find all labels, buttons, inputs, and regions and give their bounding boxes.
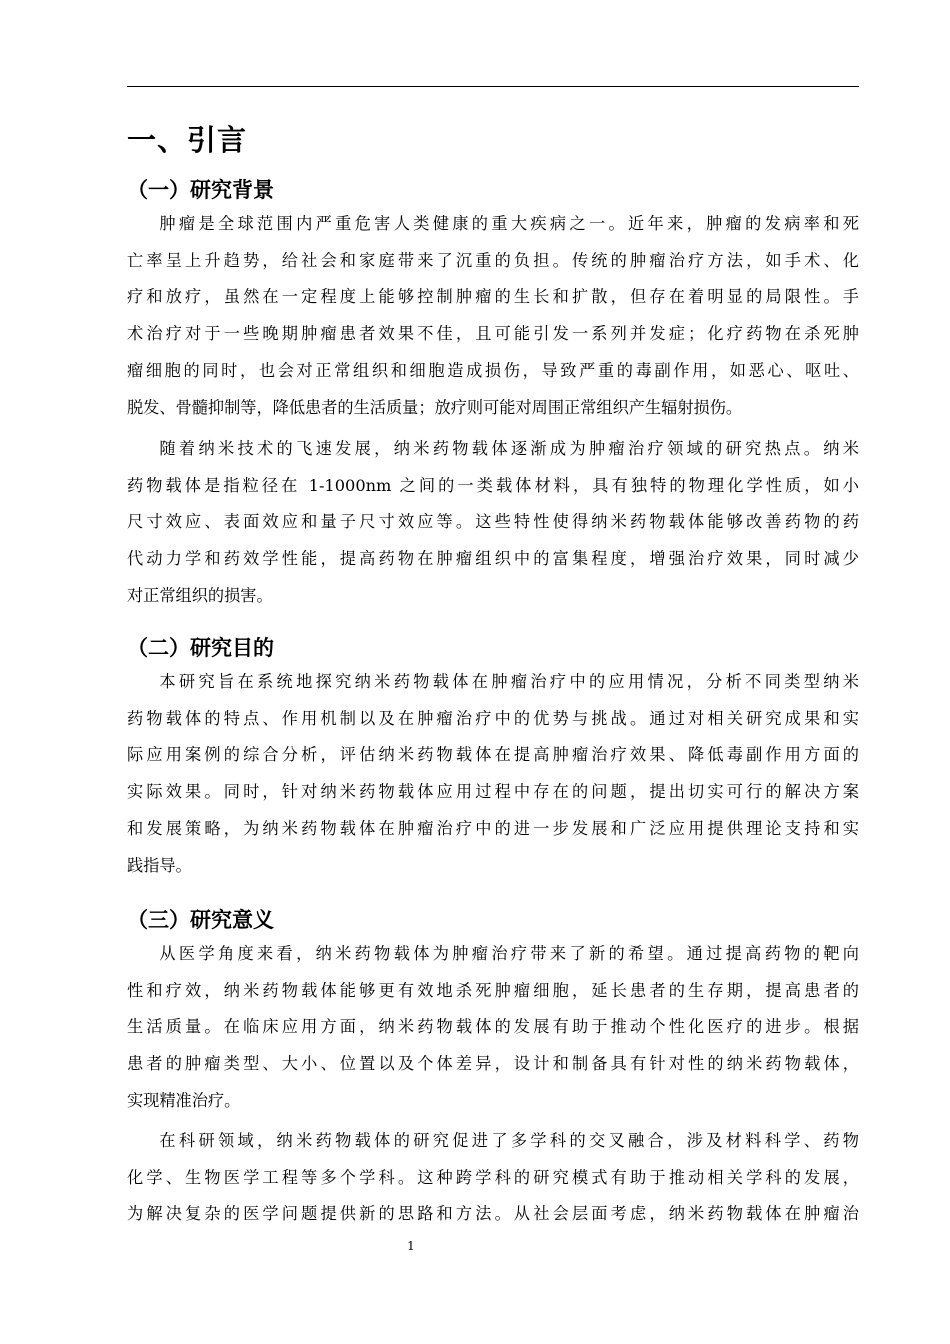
- text-line: 和发展策略，为纳米药物载体在肿瘤治疗中的进一步发展和广泛应用提供理论支持和实: [127, 818, 859, 838]
- text-line: 际应用案例的综合分析，评估纳米药物载体在提高肿瘤治疗效果、降低毒副作用方面的: [127, 745, 859, 765]
- paragraph-significance-2: [127, 1123, 859, 1233]
- paragraph-background-1: [127, 206, 859, 426]
- text-line: 本研究旨在系统地探究纳米药物载体在肿瘤治疗中的应用情况，分析不同类型纳米: [159, 672, 859, 691]
- text-line: 疗和放疗，虽然在一定程度上能够控制肿瘤的生长和扩散，但存在着明显的局限性。手: [127, 287, 859, 307]
- text-line: 从医学角度来看，纳米药物载体为肿瘤治疗带来了新的希望。通过提高药物的靶向: [159, 944, 859, 963]
- section-heading-purpose: （二）研究目的: [127, 636, 274, 660]
- header-rule: [127, 86, 859, 87]
- section-heading-background: （一）研究背景: [127, 178, 274, 202]
- paragraph-significance-1: [127, 936, 859, 1120]
- text-line: 实际效果。同时，针对纳米药物载体应用过程中存在的问题，提出切实可行的解决方案: [127, 782, 859, 802]
- text-line: 患者的肿瘤类型、大小、位置以及个体差异，设计和制备具有针对性的纳米药物载体，: [127, 1054, 859, 1074]
- text-line: 代动力学和药效学性能，提高药物在肿瘤组织中的富集程度，增强治疗效果，同时减少: [127, 549, 859, 569]
- text-line: 尺寸效应、表面效应和量子尺寸效应等。这些特性使得纳米药物载体能够改善药物的药: [127, 512, 859, 532]
- paragraph-purpose: [127, 664, 859, 884]
- text-line: 性和疗效，纳米药物载体能够更有效地杀死肿瘤细胞，延长患者的生存期，提高患者的: [127, 980, 859, 1000]
- chapter-heading: 一、引言: [127, 123, 248, 157]
- section-heading-significance: （三）研究意义: [127, 908, 274, 932]
- text-line: 生活质量。在临床应用方面，纳米药物载体的发展有助于推动个性化医疗的进步。根据: [127, 1017, 859, 1037]
- paragraph-background-2: [127, 431, 859, 615]
- text-line: 术治疗对于一些晚期肿瘤患者效果不佳，且可能引发一系列并发症；化疗药物在杀死肿: [127, 324, 859, 344]
- text-line: 瘤细胞的同时，也会对正常组织和细胞造成损伤，导致严重的毒副作用，如恶心、呕吐、: [127, 360, 859, 380]
- text-line: 实现精准治疗。: [127, 1090, 241, 1110]
- text-line: 对正常组织的损害。: [127, 585, 273, 605]
- text-line: 肿瘤是全球范围内严重危害人类健康的重大疾病之一。近年来，肿瘤的发病率和死: [159, 214, 859, 233]
- text-line: 践指导。: [127, 855, 192, 875]
- page-number: 1: [407, 1239, 415, 1253]
- text-line: 为解决复杂的医学问题提供新的思路和方法。从社会层面考虑，纳米药物载体在肿瘤治: [127, 1204, 859, 1224]
- text-line: 随着纳米技术的飞速发展，纳米药物载体逐渐成为肿瘤治疗领域的研究热点。纳米: [159, 439, 859, 458]
- text-line: 在科研领域，纳米药物载体的研究促进了多学科的交叉融合，涉及材料科学、药物: [159, 1131, 859, 1150]
- text-line: 脱发、骨髓抑制等，降低患者的生活质量；放疗则可能对周围正常组织产生辐射损伤。: [127, 397, 743, 417]
- text-line: 化学、生物医学工程等多个学科。这种跨学科的研究模式有助于推动相关学科的发展，: [127, 1167, 859, 1187]
- text-line: 药物载体是指粒径在 1-1000nm 之间的一类载体材料，具有独特的物理化学性质，如小: [127, 475, 859, 495]
- text-line: 亡率呈上升趋势，给社会和家庭带来了沉重的负担。传统的肿瘤治疗方法，如手术、化: [127, 250, 859, 270]
- text-line: 药物载体的特点、作用机制以及在肿瘤治疗中的优势与挑战。通过对相关研究成果和实: [127, 708, 859, 728]
